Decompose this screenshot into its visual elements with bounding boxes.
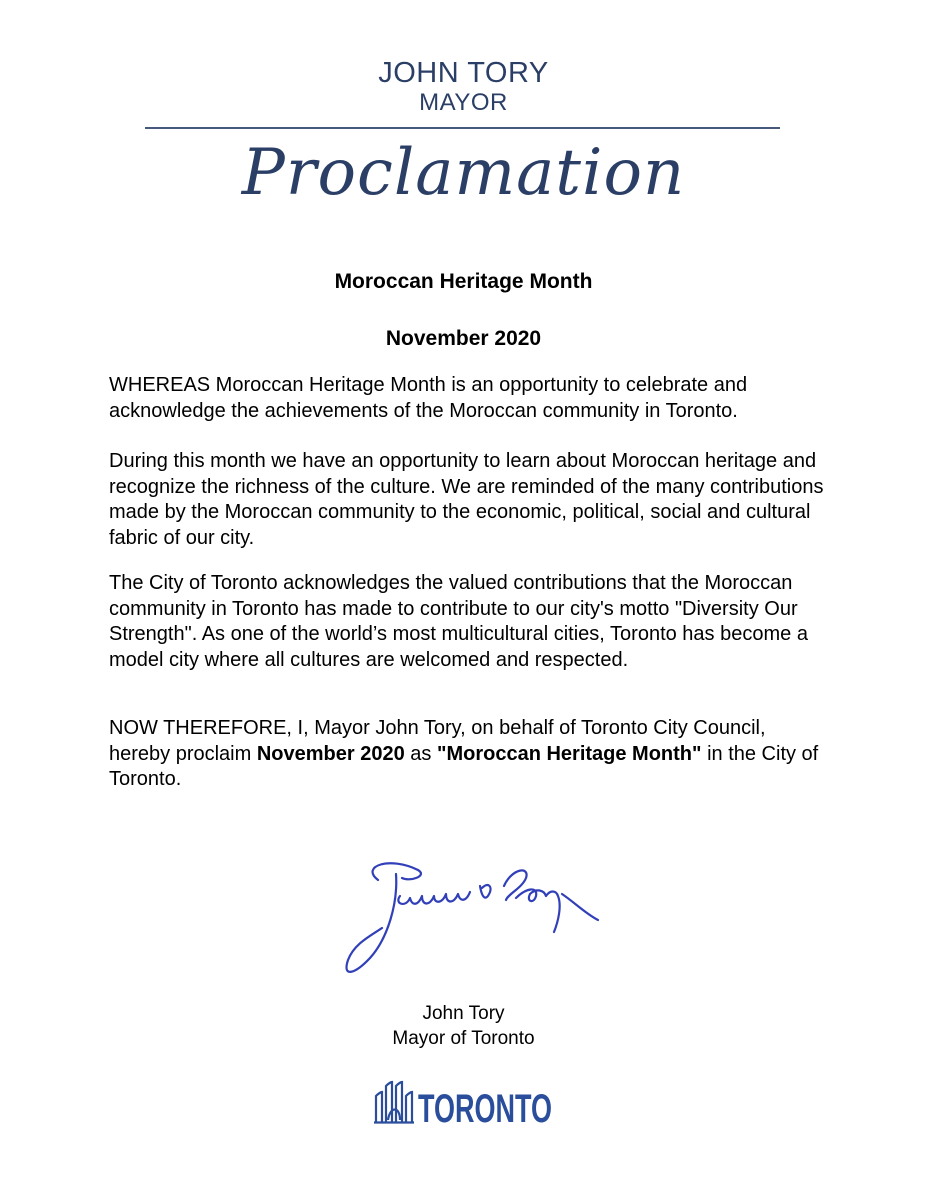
letterhead-name: JOHN TORY: [378, 57, 549, 89]
signatory-name: John Tory: [422, 1003, 505, 1024]
whereas-paragraph: WHEREAS Moroccan Heritage Month is an opportunity to celebrate and acknowledge the achievements of the Moroccan community in Toronto.: [109, 374, 748, 422]
heritage-paragraph: During this month we have an opportunity to learn about Moroccan heritage and recognize the richness of the culture. We are reminded of the many contributions made by the Moroccan community to the economic, political, social and cultural fabric of our city.: [109, 450, 824, 549]
contributions-paragraph: The City of Toronto acknowledges the valued contributions that the Moroccan community in Toronto has made to contribute to our city's motto "Diversity Our Strength". As one of the world’s most multicultural cities, Toronto has become a model city where all cultures are welcomed and respected.: [109, 572, 808, 671]
proclaim-name: "Moroccan Heritage Month": [436, 742, 702, 765]
proclaim-paragraph: [109, 716, 829, 793]
proclaim-month: November 2020: [256, 742, 405, 765]
city-of-toronto-logo: [374, 1080, 554, 1131]
proclaim-as: as: [404, 742, 437, 765]
letterhead-title: MAYOR: [419, 89, 508, 116]
letterhead: [0, 58, 927, 116]
signatory-role: Mayor of Toronto: [392, 1028, 535, 1049]
proclamation-title: Moroccan Heritage Month: [334, 270, 593, 293]
proclamation-date: November 2020: [385, 327, 542, 350]
letterhead-divider: [145, 127, 780, 129]
signature-image: [330, 848, 615, 983]
proclamation-banner: Proclamation: [241, 136, 686, 210]
proclaim-intro: NOW THEREFORE, I, Mayor John Tory, on behalf of Toronto City Council, hereby proclaim: [109, 717, 766, 765]
logo-wordmark: TORONTO: [418, 1087, 552, 1131]
proclaim-end: in the City of Toronto.: [109, 742, 819, 790]
